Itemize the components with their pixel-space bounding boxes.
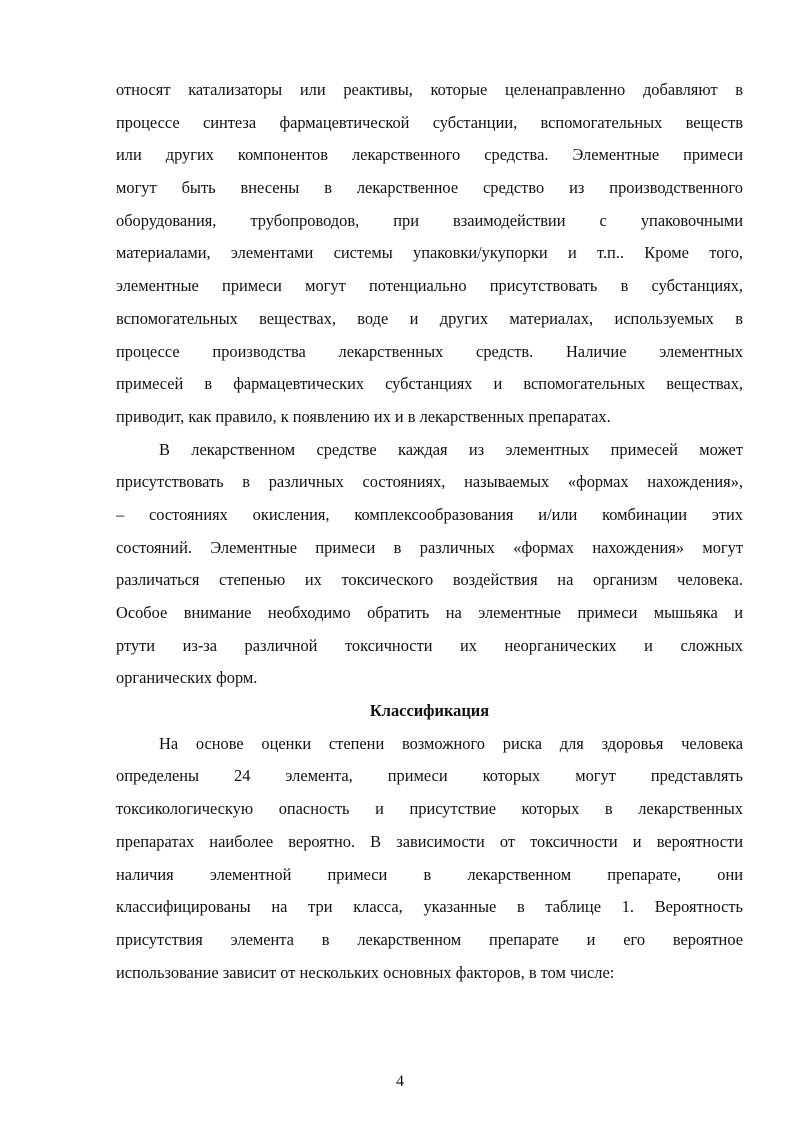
text-line: примесей в фармацевтических субстанциях и вспомогательных веществах, bbox=[116, 374, 743, 394]
text-line: Особое внимание необходимо обратить на элементные примеси мышьяка и bbox=[116, 603, 743, 622]
text-line: процессе производства лекарственных средств. Наличие элементных bbox=[116, 341, 743, 361]
text-line: токсикологическую опасность и присутствие которых в лекарственных bbox=[116, 799, 743, 819]
page-number: 4 bbox=[396, 1073, 404, 1090]
paragraph-3 bbox=[116, 728, 743, 990]
paragraph-1 bbox=[116, 74, 743, 434]
text-line: могут быть внесены в лекарственное средство из производственного bbox=[116, 178, 743, 198]
document-page bbox=[116, 74, 743, 989]
text-line: ртути из-за различной токсичности их неорганических и сложных bbox=[116, 635, 743, 655]
section-heading: Классификация bbox=[369, 701, 490, 721]
text-line: классифицированы на три класса, указанные в таблице 1. Вероятность bbox=[116, 897, 743, 917]
text-line: относят катализаторы или реактивы, которые целенаправленно добавляют в bbox=[116, 80, 743, 99]
text-line: состояний. Элементные примеси в различных «формах нахождения» могут bbox=[116, 537, 743, 557]
text-line: оборудования, трубопроводов, при взаимодействии с упаковочными bbox=[116, 210, 743, 230]
text-line: На основе оценки степени возможного риска для здоровья человека bbox=[159, 733, 743, 753]
text-line: органических форм. bbox=[116, 668, 258, 688]
text-line: процессе синтеза фармацевтической субстанции, вспомогательных веществ bbox=[116, 112, 743, 132]
text-line: определены 24 элемента, примеси которых могут представлять bbox=[116, 766, 743, 786]
text-line: вспомогательных веществах, воде и других материалах, используемых в bbox=[116, 308, 743, 328]
text-line: препаратах наиболее вероятно. В зависимости от токсичности и вероятности bbox=[116, 831, 743, 851]
text-line: наличия элементной примеси в лекарственном препарате, они bbox=[116, 864, 743, 884]
text-line: приводит, как правило, к появлению их и в лекарственных препаратах. bbox=[116, 406, 611, 426]
text-line: элементные примеси могут потенциально присутствовать в субстанциях, bbox=[116, 276, 743, 296]
text-line: использование зависит от нескольких основных факторов, в том числе: bbox=[116, 962, 615, 982]
text-line: – состояниях окисления, комплексообразования и/или комбинации этих bbox=[116, 504, 743, 524]
text-line: различаться степенью их токсического воздействия на организм человека. bbox=[116, 570, 743, 590]
text-line: или других компонентов лекарственного средства. Элементные примеси bbox=[116, 145, 743, 165]
paragraph-2 bbox=[116, 434, 743, 696]
text-line: В лекарственном средстве каждая из элементных примесей может bbox=[159, 439, 743, 459]
text-line: материалами, элементами системы упаковки/укупорки и т.п.. Кроме того, bbox=[116, 243, 743, 263]
text-line: присутствия элемента в лекарственном препарате и его вероятное bbox=[116, 929, 743, 949]
text-line: присутствовать в различных состояниях, называемых «формах нахождения», bbox=[116, 472, 743, 492]
